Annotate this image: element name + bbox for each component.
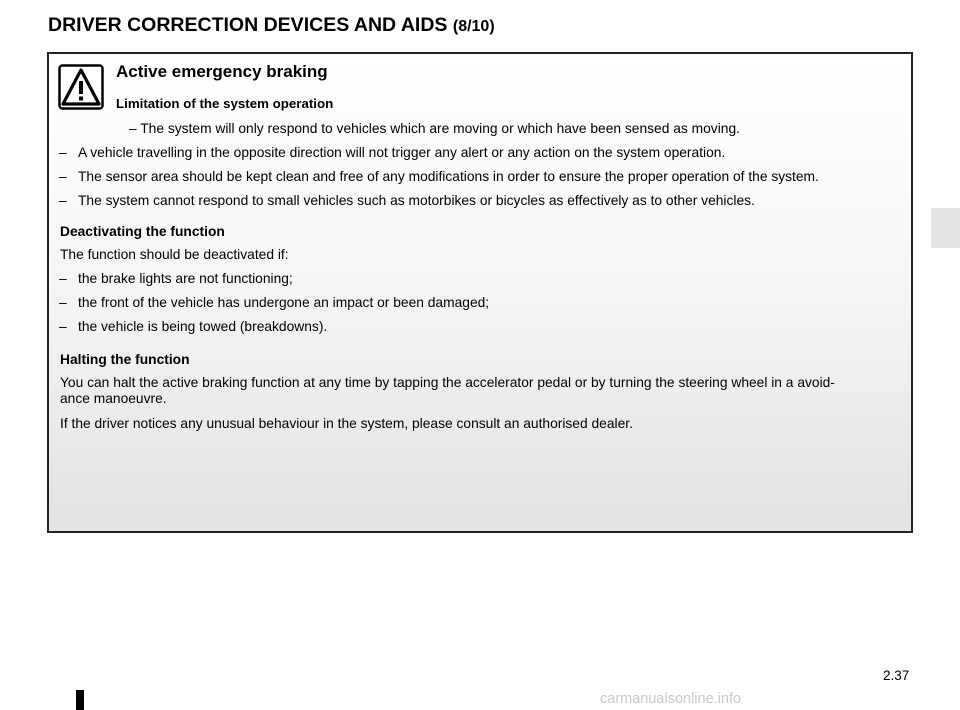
limitation-item: The sensor area should be kept clean and free of any modifications in order to ensure the proper operation of the system. — [78, 169, 819, 184]
limitation-item: The system cannot respond to small vehicles such as motorbikes or bicycles as effectively as to other vehicles. — [78, 193, 755, 208]
watermark: carmanualsonline.info — [600, 691, 742, 707]
warning-triangle-icon — [58, 64, 104, 110]
deactivating-item: the vehicle is being towed (breakdowns). — [78, 319, 328, 334]
page-title: DRIVER CORRECTION DEVICES AND AIDS — [48, 14, 448, 36]
deactivating-intro: The function should be deactivated if: — [60, 247, 289, 262]
page-counter: (8/10) — [452, 18, 495, 35]
deactivating-item: the front of the vehicle has undergone an impact or been damaged; — [78, 295, 490, 310]
dealer-note: If the driver notices any unusual behaviour in the system, please consult an authorised dealer. — [60, 416, 633, 431]
warning-title: Active emergency braking — [116, 62, 328, 81]
limitation-heading: Limitation of the system operation — [116, 96, 334, 111]
limitation-item: A vehicle travelling in the opposite direction will not trigger any alert or any action on the system operation. — [78, 145, 726, 160]
halting-paragraph-line-2: ance manoeuvre. — [60, 391, 167, 406]
section-tab — [931, 208, 960, 248]
halting-paragraph-line-1: You can halt the active braking function at any time by tapping the accelerator pedal or by turning the steering wheel in a avoid- — [60, 375, 835, 390]
halting-heading: Halting the function — [60, 352, 190, 367]
warning-box: Active emergency braking Limitation of the system operation – The system will only respond to vehicles which are moving or which have been sensed as moving. – A vehicle travelling in the opposite direction will not trigger any alert or any action on the system operation. – The sensor area should be kept clean and free of any modifications in order to ensure the proper operation of the system. – The system cannot respond to small vehicles such as motorbikes or bicycles as effectively as to other vehicles. Deactivating the function The function should be deactivated if: – the brake lights are not functioning; – the front of the vehicle has undergone an impact or been damaged; – the vehicle is being towed (breakdowns). Halting the function You can halt the active braking function at any time by tapping the accelerator pedal or by turning the steering wheel in a avoid- ance manoeuvre. If the driver notices any unusual behaviour in the system, please consult an authorised dealer. — [47, 52, 913, 533]
page-edge-mark — [76, 690, 84, 710]
deactivating-heading: Deactivating the function — [60, 224, 225, 239]
limitation-item: – The system will only respond to vehicles which are moving or which have been sensed as moving. — [129, 121, 740, 136]
page-heading — [48, 14, 495, 37]
page-number: 2.37 — [883, 668, 910, 683]
deactivating-item: the brake lights are not functioning; — [78, 271, 293, 286]
